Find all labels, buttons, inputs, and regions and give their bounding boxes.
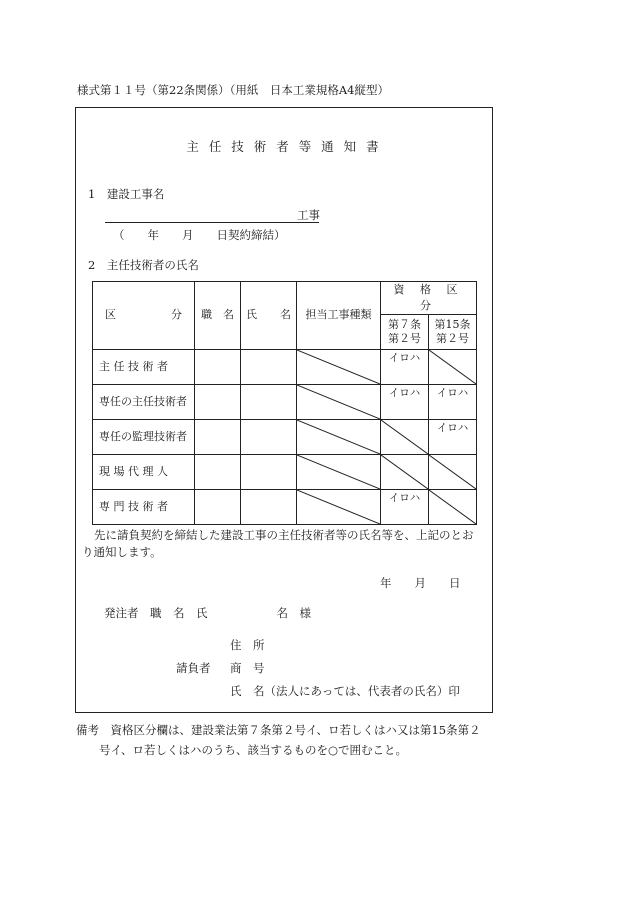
header-name: 氏 名 xyxy=(241,282,297,350)
notice-line-2: り通知します。 xyxy=(82,545,162,559)
date-line: 年 月 日 xyxy=(380,576,461,590)
remarks-line-2: 号イ、ロ若しくはハのうち、該当するものを○で囲むこと。 xyxy=(99,743,407,757)
orderer-line: 発注者 職 名 氏 名 様 xyxy=(104,606,311,620)
cell-name[interactable] xyxy=(241,384,297,419)
section1-heading: 1 建設工事名 xyxy=(88,187,165,201)
table-row xyxy=(93,454,477,489)
row-label: 専任の監理技術者 xyxy=(93,419,195,454)
cell-art15[interactable]: イロハ xyxy=(429,384,477,419)
row-label: 現 場 代 理 人 xyxy=(93,454,195,489)
contract-date: （ 年 月 日契約締結） xyxy=(113,228,286,242)
cell-shokumei[interactable] xyxy=(195,349,241,384)
project-name-line[interactable] xyxy=(105,222,319,223)
notice-line-1: 先に請負契約を締結した建設工事の主任技術者等の氏名等を、上記のとお xyxy=(94,528,474,542)
cell-art15[interactable]: イロハ xyxy=(429,419,477,454)
cell-art7[interactable]: イロハ xyxy=(381,384,429,419)
contractor-address: 住 所 xyxy=(230,638,265,652)
cell-art7 xyxy=(381,454,429,489)
cell-art7 xyxy=(381,419,429,454)
cell-shokumei[interactable] xyxy=(195,384,241,419)
header-koji: 担当工事種類 xyxy=(297,282,381,350)
technician-table xyxy=(92,281,477,525)
table-row xyxy=(93,384,477,419)
header-art15: 第15条 第２号 xyxy=(429,314,477,349)
cell-art15 xyxy=(429,454,477,489)
remarks-line-1: 備考 資格区分欄は、建設業法第７条第２号イ、ロ若しくはハ又は第15条第２ xyxy=(76,723,481,737)
contractor-name: 氏 名（法人にあっては、代表者の氏名）印 xyxy=(230,684,460,698)
header-shikaku: 資 格 区 分 xyxy=(381,282,477,315)
cell-name[interactable] xyxy=(241,489,297,524)
form-caption: 様式第１１号（第22条関係）（用紙 日本工業規格A4縦型） xyxy=(77,83,390,97)
row-label: 専任の主任技術者 xyxy=(93,384,195,419)
cell-shokumei[interactable] xyxy=(195,419,241,454)
cell-koji xyxy=(297,419,381,454)
cell-art7[interactable]: イロハ xyxy=(381,349,429,384)
row-label: 専 門 技 術 者 xyxy=(93,489,195,524)
table-row xyxy=(93,349,477,384)
cell-art7[interactable]: イロハ xyxy=(381,489,429,524)
contractor-trade: 商 号 xyxy=(230,661,265,675)
cell-koji xyxy=(297,349,381,384)
document-title: 主 任 技 術 者 等 通 知 書 xyxy=(186,139,382,154)
cell-shokumei[interactable] xyxy=(195,454,241,489)
cell-name[interactable] xyxy=(241,419,297,454)
cell-koji xyxy=(297,489,381,524)
table-row xyxy=(93,489,477,524)
cell-koji xyxy=(297,384,381,419)
cell-koji xyxy=(297,454,381,489)
cell-art15 xyxy=(429,349,477,384)
cell-name[interactable] xyxy=(241,454,297,489)
table-row xyxy=(93,419,477,454)
cell-art15 xyxy=(429,489,477,524)
header-shokumei: 職 名 xyxy=(195,282,241,350)
header-kubun: 区 分 xyxy=(93,282,195,350)
row-label: 主 任 技 術 者 xyxy=(93,349,195,384)
cell-shokumei[interactable] xyxy=(195,489,241,524)
contractor-label: 請負者 xyxy=(176,661,211,675)
header-art7: 第７条 第２号 xyxy=(381,314,429,349)
section2-heading: 2 主任技術者の氏名 xyxy=(88,258,199,272)
project-suffix: 工事 xyxy=(297,208,320,222)
cell-name[interactable] xyxy=(241,349,297,384)
